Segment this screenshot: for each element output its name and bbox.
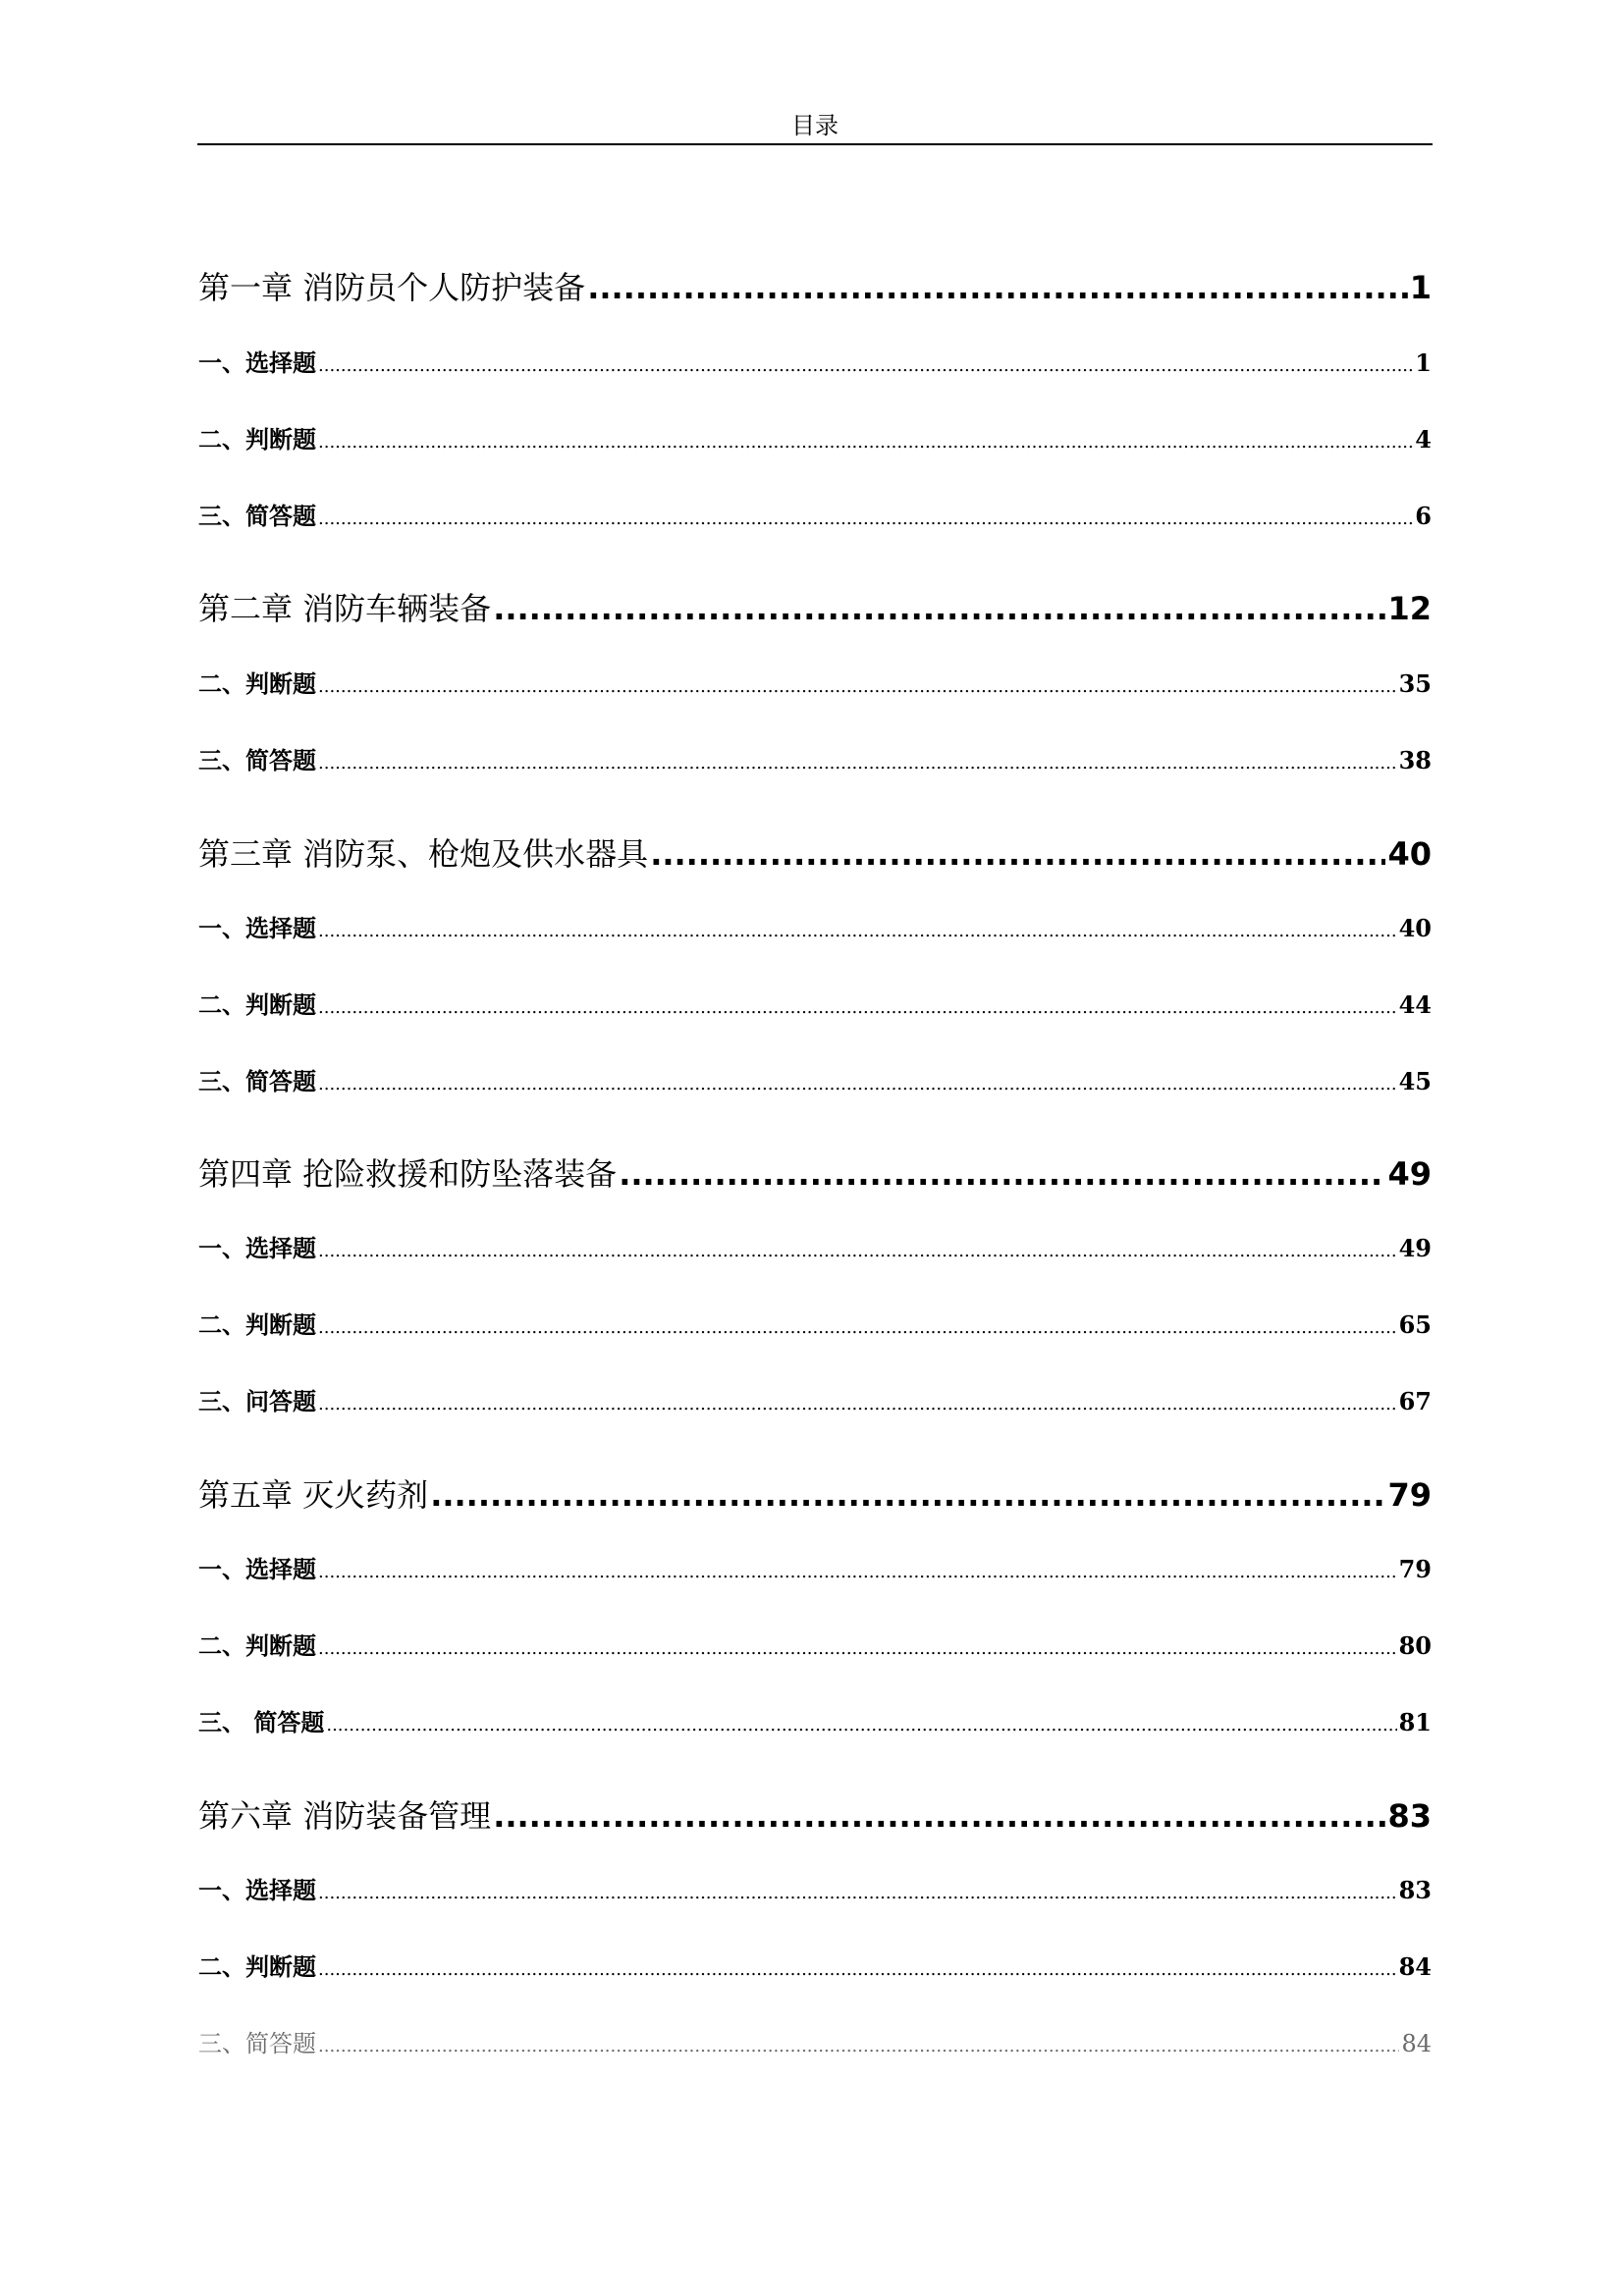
toc-entry-label: 二、判断题: [198, 1310, 316, 1339]
toc-section-entry[interactable]: [198, 1627, 1432, 1661]
toc-section-entry[interactable]: [198, 2024, 1432, 2058]
toc-leader-dots: [318, 1883, 1397, 1903]
toc-section-entry[interactable]: [198, 1229, 1432, 1263]
toc-leader-dots: [318, 508, 1413, 529]
toc-leader-dots: [318, 432, 1413, 453]
toc-leader-dots: [318, 1562, 1397, 1582]
toc-entry-page-number: 49: [1398, 1234, 1432, 1262]
toc-entry-label: 一、选择题: [198, 348, 316, 377]
toc-section-entry[interactable]: [198, 1062, 1432, 1096]
toc-entry-page-number: 84: [1401, 2030, 1432, 2057]
toc-leader-dots: [493, 1797, 1385, 1835]
toc-leader-dots: [318, 1074, 1397, 1095]
toc-entry-label: 第五章 灭火药剂: [198, 1476, 429, 1514]
toc-entry-page-number: 83: [1398, 1876, 1432, 1904]
toc-entry-page-number: 40: [1387, 835, 1432, 873]
toc-section-entry[interactable]: [198, 1871, 1432, 1905]
page-header-title: 目录: [791, 112, 839, 139]
toc-leader-dots: [326, 1715, 1396, 1735]
toc-chapter-entry[interactable]: [198, 829, 1432, 875]
toc-entry-page-number: 84: [1398, 1952, 1432, 1981]
toc-leader-dots: [318, 1959, 1397, 1980]
toc-leader-dots: [318, 921, 1397, 941]
toc-leader-dots: [318, 997, 1397, 1018]
toc-section-entry[interactable]: [198, 420, 1432, 454]
toc-chapter-entry[interactable]: [198, 1149, 1432, 1195]
toc-entry-page-number: 83: [1387, 1797, 1432, 1835]
toc-entry-label: 一、选择题: [198, 1234, 316, 1262]
toc-entry-label: 第六章 消防装备管理: [198, 1797, 492, 1835]
toc-section-entry[interactable]: [198, 1948, 1432, 1982]
toc-entry-label: 二、判断题: [198, 1631, 316, 1660]
toc-leader-dots: [318, 355, 1413, 376]
toc-entry-label: 二、判断题: [198, 1952, 316, 1981]
toc-section-entry[interactable]: [198, 986, 1432, 1020]
toc-entry-label: 二、判断题: [198, 990, 316, 1019]
toc-entry-label: 三、简答题: [198, 1067, 316, 1095]
toc-entry-page-number: 81: [1398, 1708, 1432, 1736]
toc-section-entry[interactable]: [198, 1306, 1432, 1340]
toc-entry-label: 一、选择题: [198, 1876, 316, 1904]
toc-entry-label: 二、判断题: [198, 669, 316, 698]
toc-entry-page-number: 1: [1409, 269, 1432, 306]
toc-entry-label: 第一章 消防员个人防护装备: [198, 269, 586, 306]
toc-chapter-entry[interactable]: [198, 584, 1432, 629]
toc-entry-label: 第四章 抢险救援和防坠落装备: [198, 1155, 618, 1193]
toc-section-entry[interactable]: [198, 665, 1432, 699]
toc-entry-page-number: 67: [1398, 1387, 1432, 1415]
toc-chapter-entry[interactable]: [198, 1470, 1432, 1516]
toc-entry-page-number: 40: [1398, 914, 1432, 942]
toc-leader-dots: [619, 1155, 1385, 1193]
toc-entry-page-number: 44: [1398, 990, 1432, 1019]
toc-entry-page-number: 79: [1387, 1476, 1432, 1514]
toc-entry-label: 三、简答题: [198, 502, 316, 530]
toc-leader-dots: [318, 1317, 1397, 1338]
toc-section-entry[interactable]: [198, 1550, 1432, 1584]
toc-chapter-entry[interactable]: [198, 1791, 1432, 1837]
toc-entry-label: 三、简答题: [198, 746, 316, 774]
toc-entry-label: 一、选择题: [198, 914, 316, 942]
toc-leader-dots: [318, 2036, 1399, 2056]
toc-leader-dots: [318, 753, 1397, 774]
toc-section-entry[interactable]: [198, 497, 1432, 531]
toc-section-entry[interactable]: [198, 1382, 1432, 1416]
toc-chapter-entry[interactable]: [198, 263, 1432, 308]
toc-entry-label: 三、简答题: [198, 2030, 316, 2057]
toc-entry-label: 一、选择题: [198, 1555, 316, 1583]
toc-entry-page-number: 79: [1398, 1555, 1432, 1583]
toc-leader-dots: [430, 1476, 1385, 1514]
toc-entry-label: 三、 简答题: [198, 1708, 325, 1736]
toc-entry-page-number: 12: [1387, 590, 1432, 627]
toc-entry-page-number: 4: [1415, 425, 1432, 454]
toc-leader-dots: [318, 1638, 1397, 1659]
toc-entry-label: 第二章 消防车辆装备: [198, 590, 492, 627]
toc-section-entry[interactable]: [198, 741, 1432, 775]
toc-entry-page-number: 1: [1415, 348, 1432, 377]
toc-entry-label: 第三章 消防泵、枪炮及供水器具: [198, 835, 649, 873]
toc-entry-page-number: 35: [1398, 669, 1432, 698]
toc-entry-page-number: 6: [1415, 502, 1432, 530]
toc-leader-dots: [493, 590, 1385, 627]
toc-section-entry[interactable]: [198, 909, 1432, 943]
toc-leader-dots: [318, 1394, 1397, 1415]
toc-entry-label: 三、问答题: [198, 1387, 316, 1415]
toc-leader-dots: [318, 676, 1397, 697]
toc-entry-label: 二、判断题: [198, 425, 316, 454]
toc-leader-dots: [650, 835, 1385, 873]
toc-leader-dots: [318, 1241, 1397, 1261]
toc-entry-page-number: 45: [1398, 1067, 1432, 1095]
toc-entry-page-number: 80: [1398, 1631, 1432, 1660]
toc-section-entry[interactable]: [198, 1703, 1432, 1737]
toc-entry-page-number: 65: [1398, 1310, 1432, 1339]
toc-leader-dots: [587, 269, 1408, 306]
toc-entry-page-number: 49: [1387, 1155, 1432, 1193]
page-header: [197, 108, 1433, 145]
toc-entry-page-number: 38: [1398, 746, 1432, 774]
toc-section-entry[interactable]: [198, 344, 1432, 378]
